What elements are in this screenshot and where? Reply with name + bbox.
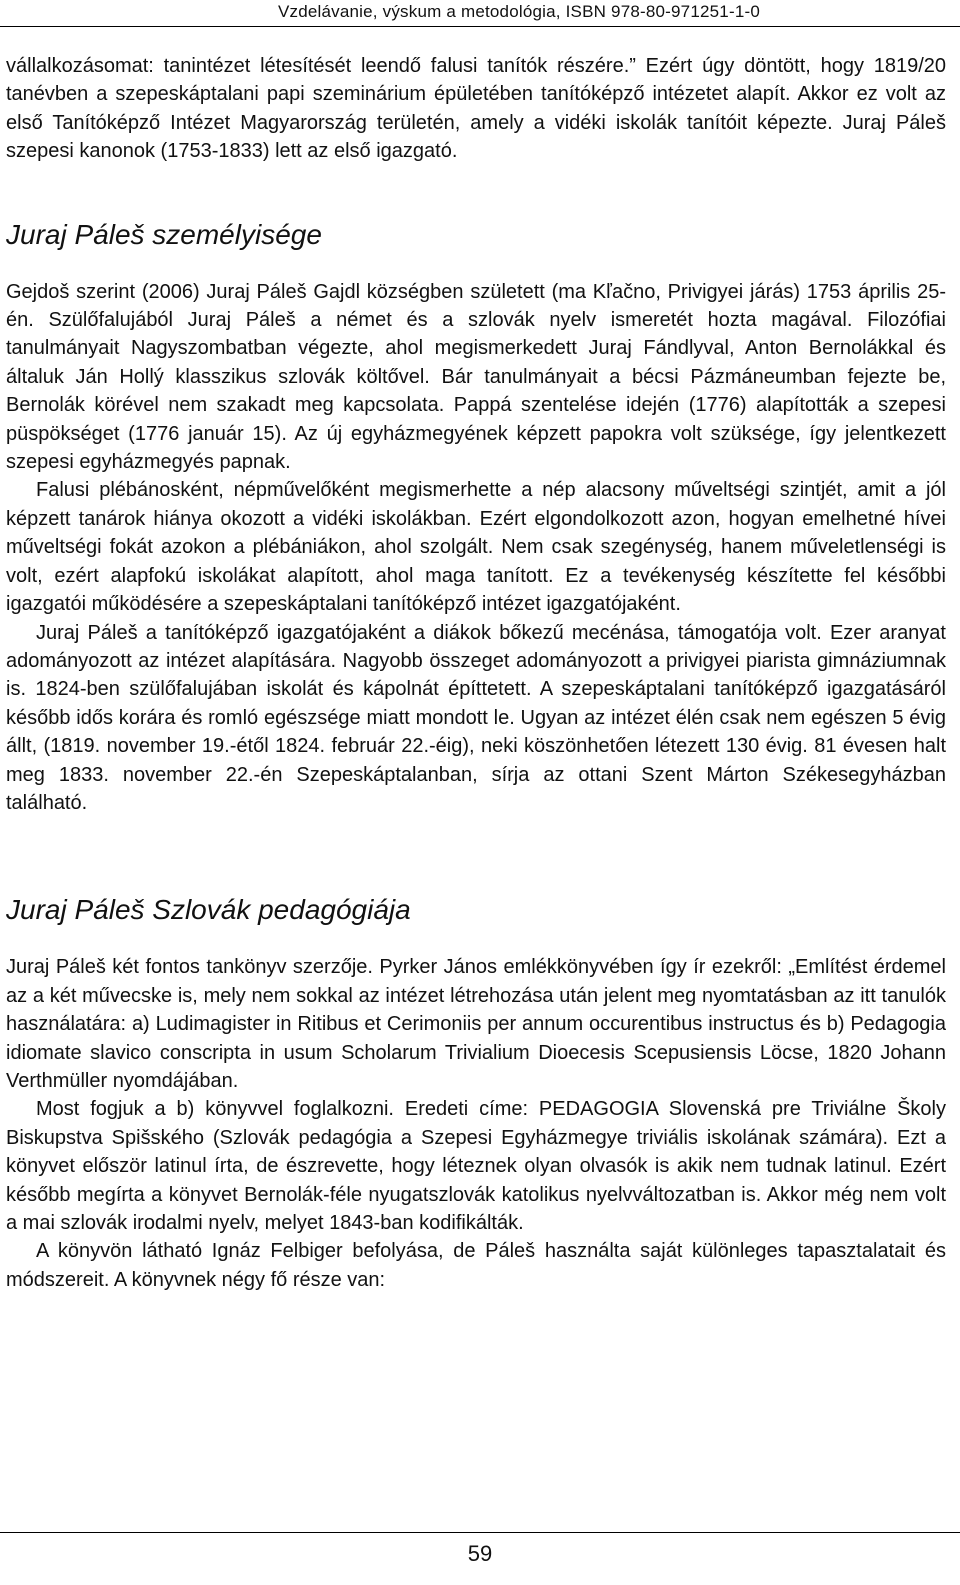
running-title: Vzdelávanie, výskum a metodológia, ISBN 978-80-971251-1-0: [277, 2, 760, 21]
running-header: [0, 0, 960, 26]
paragraph: Juraj Páleš két fontos tankönyv szerzője. Pyrker János emlékkönyvében így ír ezekről: „Említést érdemel az a két művecske is, mely nem sokkal az intézet létrehozása után jelent meg nyomtatásban az itt tanulók használatára: a) Ludimagister in Ritibus et Cerimoniis per annum occurentibus instructus és b) Pedagogia idiomate slavico conscripta in usum Scholarum Trivialium Dioecesis Scepusiensis Löcse, 1820 Johann Verthmüller nyomdájában.: [6, 956, 946, 1092]
document-body: [6, 52, 946, 1294]
page-number: 59: [467, 1541, 493, 1566]
paragraph: Juraj Páleš a tanítóképző igazgatójaként a diákok bőkezű mecénása, támogatója volt. Ezer aranyat adományozott az intézet alapítására. Nagyobb összeget adományozott a privigyei piarista gimnáziumnak is. 1824-ben szülőfalujában iskolát és kápolnát építtetett. A szepeskáptalani tanítóképző igazgatásáról később idős korára és romló egészsége miatt mondott le. Ugyan az intézet élén csak nem egészen 5 évig állt, (1819. november 19.-étől 1824. február 22.-éig), neki köszönhetően létezett 130 évig. 81 évesen halt meg 1833. november 22.-én Szepeskáptalanban, sírja az ottani Szent Márton Székesegyházban található.: [6, 621, 946, 814]
paragraph: A könyvön látható Ignáz Felbiger befolyása, de Páleš használta saját különleges tapasztalatait és módszereit. A könyvnek négy fő része van:: [6, 1240, 946, 1291]
header-divider: [0, 26, 960, 27]
paragraph: Most fogjuk a b) könyvvel foglalkozni. Eredeti címe: PEDAGOGIA Slovenská pre Triviálne Školy Biskupstva Spišského (Szlovák pedagógia a Szepesi Egyházmegye triviális iskolának számára). Ezt a könyvet először latinul írta, de észrevette, hogy léteznek olyan olvasók is akik nem tudnak latinul. Ezért később megírta a könyvet Bernolák-féle nyugatszlovák katolikus nyelvváltozatban is. Akkor még nem volt a mai szlovák irodalmi nyelv, melyet 1843-ban kodifikálták.: [6, 1098, 946, 1234]
footer-divider: [0, 1532, 960, 1533]
section-heading-pedagogy: Juraj Páleš Szlovák pedagógiája: [6, 894, 411, 926]
intro-paragraph: vállalkozásomat: tanintézet létesítését leendő falusi tanítók részére.” Ezért úgy döntött, hogy 1819/20 tanévben a szepeskáptalani papi szeminárium épületében tanítóképző intézetet alapít. Akkor ez volt az első Tanítóképző Intézet Magyarország területén, amely a vidéki iskolák tanítóit képezte. Juraj Páleš szepesi kanonok (1753-1833) lett az első igazgató.: [6, 55, 946, 163]
paragraph: Falusi plébánosként, népművelőként megismerhette a nép alacsony műveltségi szintjét, amit a jól képzett tanárok hiánya okozott a vidéki iskolákban. Ezért elgondolkozott azon, hogyan emelhetné hívei műveltségi fokát azokon a plébániákon, ahol szolgált. Nem csak szegénység, hanem műveletlenségi is volt, ezért alapfokú iskolákat alapított, ahol maga tanított. Ez a tevékenység készítette fel későbbi igazgatói működésére a szepeskáptalani tanítóképző intézet igazgatójaként.: [6, 479, 946, 616]
section-heading-personality: Juraj Páleš személyisége: [6, 218, 322, 250]
paragraph: Gejdoš szerint (2006) Juraj Páleš Gajdl községben született (ma Kľačno, Privigyei járás) 1753 április 25-én. Szülőfalujából Juraj Páleš a német és a szlovák nyelv ismeretét hozta magával. Filozófiai tanulmányait Nagyszombatban végezte, ahol megismerkedett Juraj Fándlyval, Anton Bernolákkal és általuk Ján Hollý klasszikus szlovák költővel. Bár tanulmányait a bécsi Pázmáneumban fejezte be, Bernolák körével nem szakadt meg kapcsolata. Pappá szentelése idején (1776) alapították a szepesi püspökséget (1776 január 15). Az új egyházmegyének képzett papokra volt szüksége, így jelentkezett szepesi egyházmegyés papnak.: [6, 280, 946, 474]
